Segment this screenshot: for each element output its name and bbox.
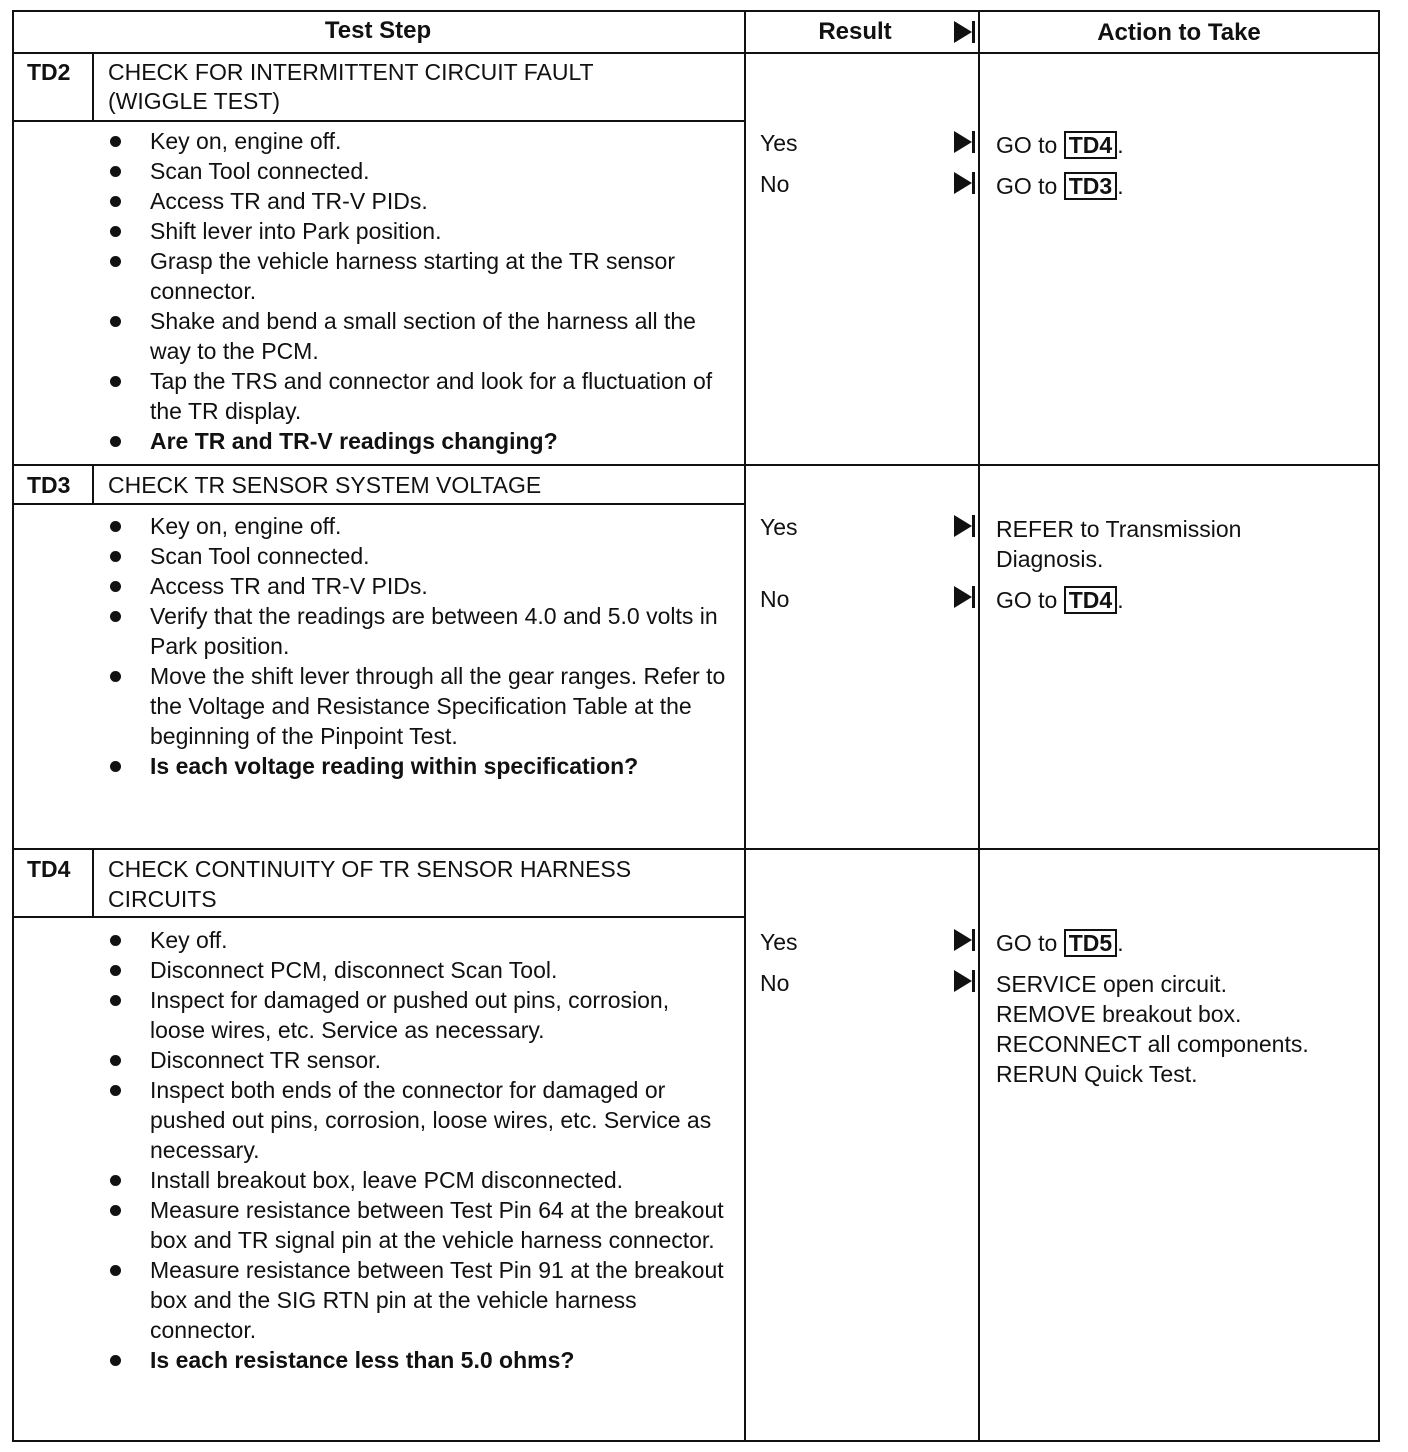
table-right-border [1378,10,1380,1442]
bullet-icon [110,1355,121,1366]
bullet-text: Is each voltage reading within specification? [150,753,639,779]
td3-no-arrow-icon [954,586,972,608]
action-line: REMOVE breakout box. [996,1001,1242,1027]
action-prefix: GO to [996,132,1058,158]
td4-bullet-list [108,925,728,1375]
bullet-text: Key on, engine off. [150,513,342,539]
td2-title-underline [12,120,744,122]
td4-action-no [996,969,1376,1089]
list-item [108,1075,728,1165]
bullet-text: Inspect for damaged or pushed out pins, corrosion, loose wires, etc. Service as necessary. [150,987,670,1043]
action-line: RERUN Quick Test. [996,1061,1198,1087]
list-item [108,366,728,426]
bullet-text: Scan Tool connected. [150,543,370,569]
action-line: SERVICE open circuit. [996,971,1227,997]
action-line: REFER to Transmission [996,516,1242,542]
list-item [108,925,728,955]
td4-code: TD4 [27,856,71,882]
bullet-text: Tap the TRS and connector and look for a fluctuation of the TR display. [150,368,713,424]
action-suffix: . [1117,132,1124,158]
list-item [108,306,728,366]
result-column-divider [744,10,746,1442]
bullet-text: Inspect both ends of the connector for damaged or pushed out pins, corrosion, loose wires, etc. Service as necessary. [150,1077,712,1163]
td3-bullet-list [108,511,728,781]
td3-reference-link[interactable]: TD3 [1064,172,1117,200]
td4-no-arrow-icon [954,970,972,992]
header-test-step: Test Step [324,17,432,44]
td4-reference-link[interactable]: TD4 [1064,586,1117,614]
bullet-icon [110,1055,121,1066]
header-bottom-border [12,52,1380,54]
bullet-text: Key on, engine off. [150,128,342,154]
td4-title-underline [12,916,744,918]
bullet-icon [110,551,121,562]
td3-code-divider [92,464,94,505]
list-item-question [108,1345,728,1375]
td4-title-line-1: CHECK CONTINUITY OF TR SENSOR HARNESS [108,856,632,882]
action-prefix: GO to [996,930,1058,956]
header-arrow-icon [954,21,972,43]
td4-action-yes [996,928,1376,958]
bullet-icon [110,436,121,447]
td2-result-yes: Yes [760,130,798,156]
bullet-icon [110,1205,121,1216]
bullet-icon [110,196,121,207]
action-suffix: . [1117,587,1124,613]
list-item [108,126,728,156]
bullet-text: Install breakout box, leave PCM disconnected. [150,1167,624,1193]
list-item-question [108,426,728,456]
action-line: RECONNECT all components. [996,1031,1309,1057]
td3-title-line-1: CHECK TR SENSOR SYSTEM VOLTAGE [108,472,542,498]
section-separator-td3 [12,464,1380,466]
bullet-icon [110,995,121,1006]
bullet-icon [110,376,121,387]
td3-result-yes: Yes [760,514,798,540]
bullet-icon [110,521,121,532]
list-item [108,1165,728,1195]
bullet-text: Is each resistance less than 5.0 ohms? [150,1347,575,1373]
action-prefix: GO to [996,173,1058,199]
list-item [108,511,728,541]
action-line: Diagnosis. [996,546,1104,572]
list-item-question [108,751,728,781]
td3-yes-arrow-icon [954,515,972,537]
list-item [108,1045,728,1075]
list-item [108,661,728,751]
td2-title-line-1: CHECK FOR INTERMITTENT CIRCUIT FAULT [108,59,594,85]
td5-reference-link[interactable]: TD5 [1064,929,1117,957]
list-item [108,985,728,1045]
bullet-text: Shift lever into Park position. [150,218,442,244]
td2-action-no [996,171,1376,201]
td2-title-line-2: (WIGGLE TEST) [108,88,281,114]
bullet-icon [110,226,121,237]
td4-yes-arrow-icon [954,929,972,951]
bullet-icon [110,166,121,177]
td4-result-yes: Yes [760,929,798,955]
table-bottom-border [12,1440,1380,1442]
td4-reference-link[interactable]: TD4 [1064,131,1117,159]
header-result: Result [818,18,892,45]
bullet-text: Key off. [150,927,228,953]
td2-yes-arrow-icon [954,131,972,153]
bullet-icon [110,256,121,267]
bullet-icon [110,671,121,682]
bullet-icon [110,581,121,592]
bullet-text: Grasp the vehicle harness starting at the TR sensor connector. [150,248,676,304]
bullet-text: Shake and bend a small section of the harness all the way to the PCM. [150,308,696,364]
bullet-icon [110,1085,121,1096]
bullet-text: Are TR and TR-V readings changing? [150,428,558,454]
list-item [108,601,728,661]
bullet-icon [110,965,121,976]
td3-action-no [996,585,1376,615]
td2-bullet-list [108,126,728,456]
bullet-icon [110,935,121,946]
bullet-text: Measure resistance between Test Pin 91 at the breakout box and the SIG RTN pin at the vehicle harness connector. [150,1257,724,1343]
action-prefix: GO to [996,587,1058,613]
list-item [108,541,728,571]
bullet-text: Access TR and TR-V PIDs. [150,573,428,599]
td2-action-yes [996,130,1376,160]
bullet-text: Measure resistance between Test Pin 64 at the breakout box and TR signal pin at the vehicle harness connector. [150,1197,724,1253]
td2-code: TD2 [27,59,71,85]
list-item [108,1195,728,1255]
td4-code-divider [92,848,94,918]
action-column-divider [978,10,980,1442]
bullet-icon [110,316,121,327]
table-top-border [12,10,1380,12]
bullet-text: Disconnect PCM, disconnect Scan Tool. [150,957,558,983]
bullet-icon [110,136,121,147]
list-item [108,955,728,985]
td3-code: TD3 [27,472,71,498]
header-action: Action to Take [1097,19,1261,46]
section-separator-td4 [12,848,1380,850]
list-item [108,216,728,246]
td3-result-no: No [760,586,790,612]
list-item [108,571,728,601]
td2-code-divider [92,52,94,122]
action-suffix: . [1117,930,1124,956]
action-suffix: . [1117,173,1124,199]
bullet-text: Move the shift lever through all the gear ranges. Refer to the Voltage and Resistance Specification Table at the beginning of the Pinpoint Test. [150,663,726,749]
list-item [108,246,728,306]
bullet-icon [110,611,121,622]
list-item [108,156,728,186]
td2-result-no: No [760,171,790,197]
td3-title-underline [12,503,744,505]
list-item [108,186,728,216]
bullet-text: Verify that the readings are between 4.0 and 5.0 volts in Park position. [150,603,718,659]
td3-action-yes [996,514,1376,574]
td4-result-no: No [760,970,790,996]
td4-title-line-2: CIRCUITS [108,886,217,912]
list-item [108,1255,728,1345]
td2-no-arrow-icon [954,172,972,194]
bullet-text: Disconnect TR sensor. [150,1047,381,1073]
bullet-text: Access TR and TR-V PIDs. [150,188,428,214]
bullet-icon [110,1175,121,1186]
bullet-text: Scan Tool connected. [150,158,370,184]
bullet-icon [110,1265,121,1276]
table-left-border [12,10,14,1442]
bullet-icon [110,761,121,772]
